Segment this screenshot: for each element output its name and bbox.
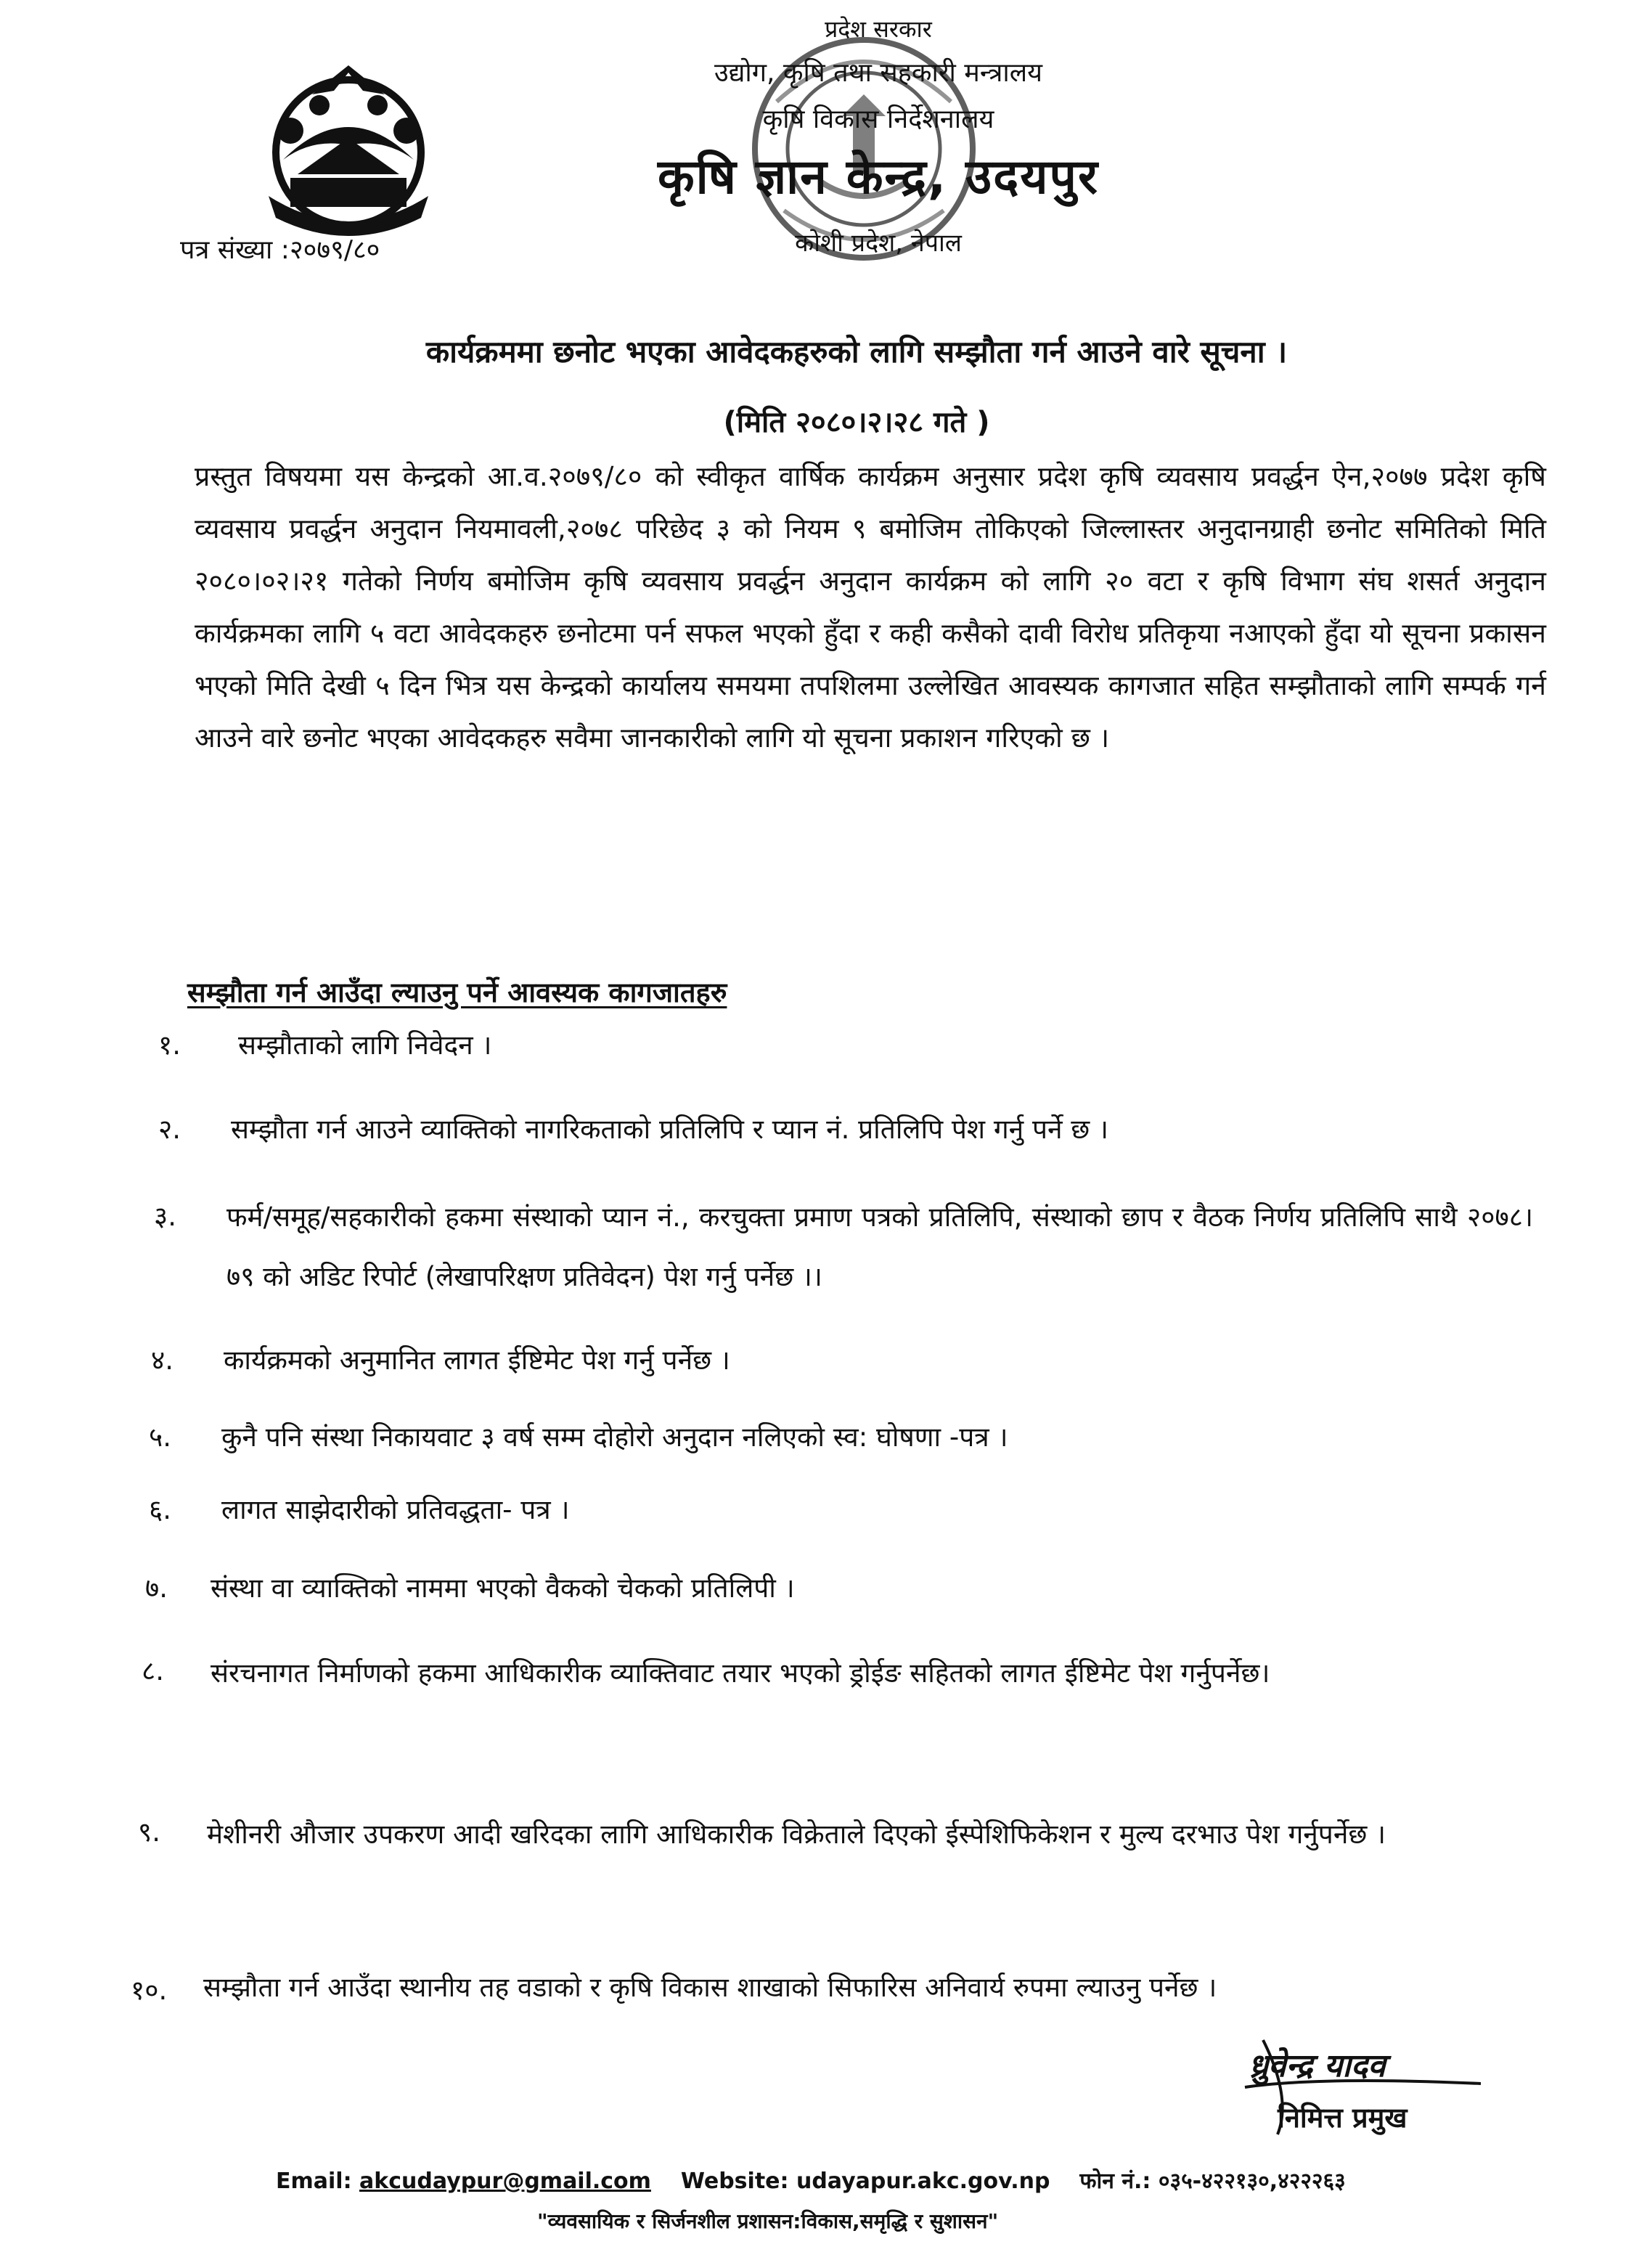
footer-website-link[interactable]: udayapur.akc.gov.np: [796, 2169, 1050, 2194]
footer-email-link[interactable]: akcudaypur@gmail.com: [359, 2169, 651, 2194]
footer-contact: [276, 2165, 1437, 2195]
list-item-number: २.: [158, 1114, 181, 1145]
signature-designation: निमित्त प्रमुख: [1278, 2102, 1408, 2134]
documents-heading: सम्झौता गर्न आउँदा ल्याउनु पर्ने आवस्यक कागजातहरु: [187, 976, 727, 1008]
notice-body: प्रस्तुत विषयमा यस केन्द्रको आ.व.२०७९/८० को स्वीकृत वार्षिक कार्यक्रम अनुसार प्रदेश कृषि व्यवसाय प्रवर्द्धन ऐन,२०७७ प्रदेश कृषि व्यवसाय प्रवर्द्धन अनुदान नियमावली,२०७८ परिछेद ३ को नियम ९ बमोजिम तोकिएको जिल्लास्तर अनुदानग्राही छनोट समितिको मिति २०८०।०२।२१ गतेको निर्णय बमोजिम कृषि व्यवसाय प्रवर्द्धन अनुदान कार्यक्रम को लागि २० वटा र कृषि विभाग संघ शसर्त अनुदान कार्यक्रमका लागि ५ वटा आवेदकहरु छनोटमा पर्न सफल भएको हुँदा र कही कसैको दावी विरोध प्रतिकृया नआएको हुँदा यो सूचना प्रकासन भएको मिति देखी ५ दिन भित्र यस केन्द्रको कार्यालय समयमा तपशिलमा उल्लेखित आवस्यक कागजात सहित सम्झौताको लागि सम्पर्क गर्न आउने वारे छनोट भएका आवेदकहरु सवैमा जानकारीको लागि यो सूचना प्रकाशन गरिएको छ ।: [195, 460, 1546, 754]
notice-title: कार्यक्रममा छनोट भएका आवेदकहरुको लागि सम्झौता गर्न आउने वारे सूचना ।: [425, 334, 1288, 370]
list-item-number: १.: [158, 1029, 181, 1061]
list-item-number: १०.: [131, 1975, 168, 2006]
footer-website-label: Website:: [680, 2169, 789, 2194]
list-item-text: कार्यक्रमको अनुमानित लागत ईष्टिमेट पेश गर्नु पर्नेछ ।: [224, 1345, 730, 1376]
footer-email-label: Email:: [276, 2169, 352, 2194]
header-province: कोशी प्रदेश, नेपाल: [795, 229, 962, 258]
list-item-text: मेशीनरी औजार उपकरण आदी खरिदका लागि आधिकारीक विक्रेताले दिएको ईस्पेशिफिकेशन र मुल्य दरभाउ पेश गर्नुपर्नेछ ।: [207, 1819, 1386, 1850]
list-item-text: कुनै पनि संस्था निकायवाट ३ वर्ष सम्म दोहोरो अनुदान नलिएको स्व: घोषणा -पत्र ।: [221, 1421, 1008, 1453]
footer-phone: ०३५-४२२१३०,४२२२६३: [1158, 2169, 1346, 2194]
notice-date: (मिति २०८०।२।२८ गते ): [723, 406, 990, 439]
list-item-text: सम्झौताको लागि निवेदन ।: [238, 1029, 492, 1061]
header-office-name: कृषि ज्ञान केन्द्र, उदयपुर: [657, 149, 1100, 205]
signature: [1234, 2026, 1495, 2156]
list-item-text: लागत साझेदारीको प्रतिवद्धता- पत्र ।: [221, 1494, 570, 1525]
list-item-text: फर्म/समूह/सहकारीको हकमा संस्थाको प्यान नं., करचुक्ता प्रमाण पत्रको प्रतिलिपि, संस्थाको छाप र वैठक निर्णय प्रतिलिपि साथै २०७८।७९ को अडिट रिपोर्ट (लेखापरिक्षण प्रतिवेदन) पेश गर्नु पर्नेछ ।।: [226, 1202, 1533, 1292]
list-item-number: ६.: [149, 1494, 172, 1525]
list-item-number: ९.: [138, 1816, 161, 1848]
list-item-text: संरचनागत निर्माणको हकमा आधिकारीक व्याक्तिवाट तयार भएको ड्रोईङ सहितको लागत ईष्टिमेट पेश गर्नुपर्नेछ।: [211, 1657, 1270, 1689]
signature-name: ध्रुवेन्द्र यादव: [1249, 2047, 1386, 2084]
header-directorate: कृषि विकास निर्देशनालय: [762, 105, 994, 134]
list-item-text: संस्था वा व्याक्तिको नाममा भएको वैकको चेकको प्रतिलिपी ।: [211, 1572, 795, 1604]
list-item-number: ८.: [142, 1655, 165, 1686]
header-ministry: उद्योग, कृषि तथा सहकारी मन्त्रालय: [714, 58, 1043, 88]
list-item-number: ७.: [145, 1572, 168, 1604]
nepal-emblem-icon: [240, 51, 457, 247]
footer-slogan: "व्यवसायिक र सिर्जनशील प्रशासन:विकास,समृद्धि र सुशासन": [537, 2209, 999, 2233]
list-item-text: सम्झौता गर्न आउने व्याक्तिको नागरिकताको प्रतिलिपि र प्यान नं. प्रतिलिपि पेश गर्नु पर्ने छ ।: [231, 1114, 1108, 1145]
list-item-number: ३.: [154, 1201, 177, 1232]
header-government: प्रदेश सरकार: [825, 15, 932, 43]
list-item-text: सम्झौता गर्न आउँदा स्थानीय तह वडाको र कृषि विकास शाखाको सिफारिस अनिवार्य रुपमा ल्याउनु पर्नेछ ।: [203, 1972, 1217, 2003]
list-item-number: ५.: [149, 1421, 172, 1453]
list-item-number: ४.: [151, 1345, 174, 1376]
reference-number: पत्र संख्या :२०७९/८०: [180, 235, 380, 265]
footer-phone-label: फोन नं.:: [1079, 2169, 1151, 2194]
